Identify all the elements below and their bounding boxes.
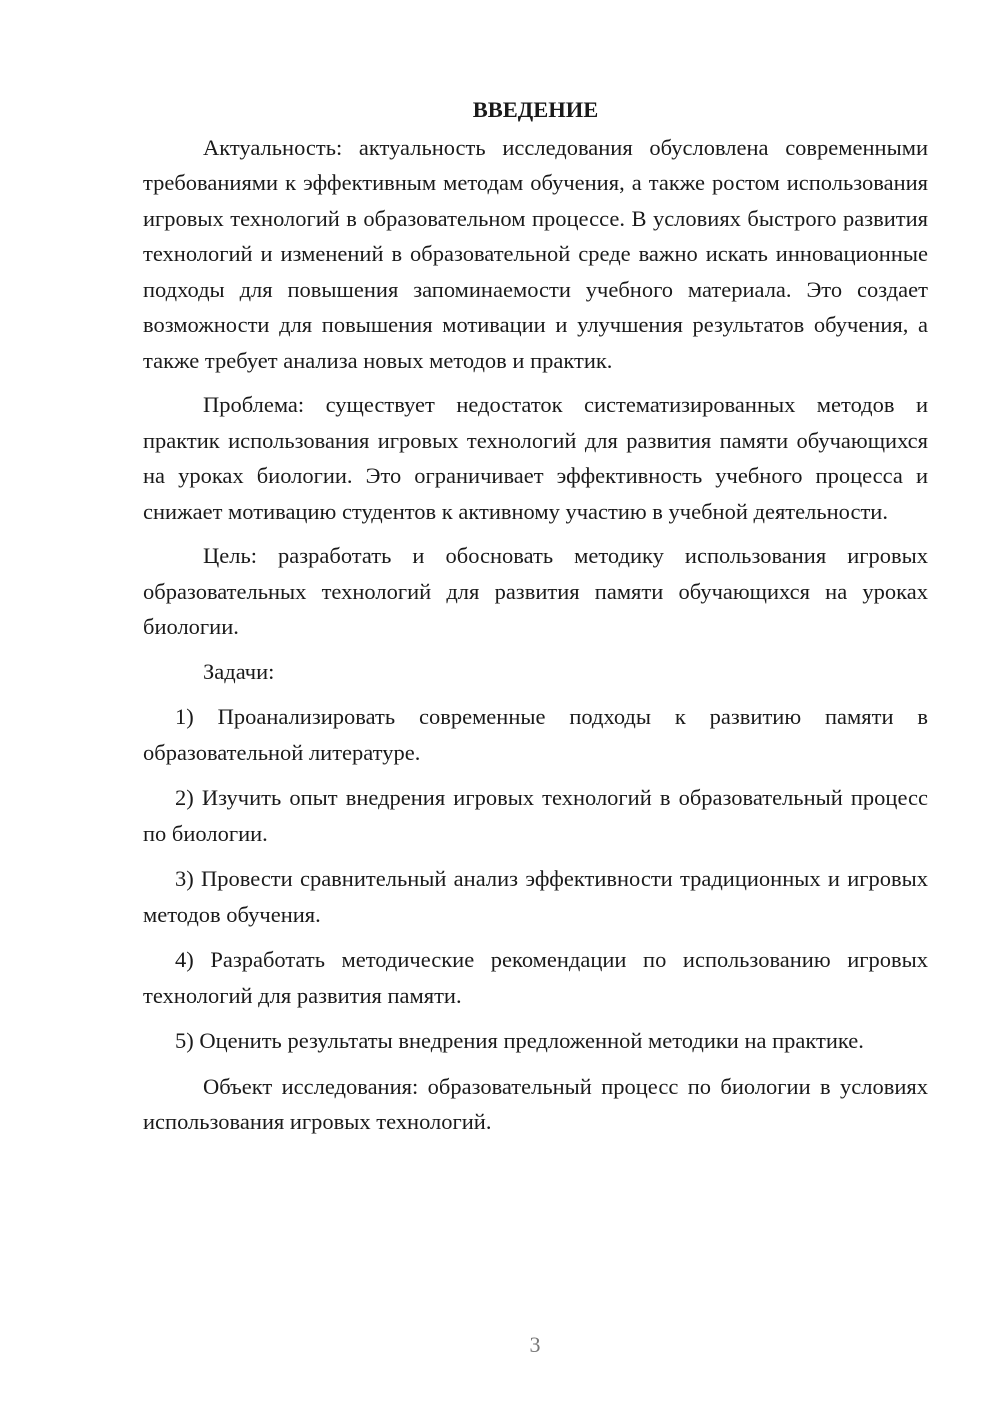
task-item-5: 5) Оценить результаты внедрения предложенной методики на практике. [175, 1028, 864, 1053]
task-item-3: 3) Провести сравнительный анализ эффективности традиционных и игровых методов обучения. [143, 866, 928, 927]
task-item-1: 1) Проанализировать современные подходы к развитию памяти в образовательной литературе. [143, 704, 928, 765]
paragraph-goal: Цель: разработать и обосновать методику использования игровых образовательных технологий для развития памяти обучающихся на уроках биологии. [143, 543, 928, 639]
paragraph-relevance: Актуальность: актуальность исследования обусловлена современными требованиями к эффективным методам обучения, а также ростом использования игровых технологий в образовательном процессе. В условиях быстрого развития технологий и изменений в образовательной среде важно искать инновационные подходы для повышения запоминаемости учебного материала. Это создает возможности для повышения мотивации и улучшения результатов обучения, а также требует анализа новых методов и практик. [143, 134, 928, 373]
section-title: ВВЕДЕНИЕ [472, 97, 599, 122]
tasks-heading: Задачи: [203, 658, 275, 684]
task-item-4: 4) Разработать методические рекомендации по использованию игровых технологий для развития памяти. [143, 947, 928, 1008]
page-number: 3 [529, 1332, 541, 1357]
paragraph-problem: Проблема: существует недостаток систематизированных методов и практик использования игровых технологий для развития памяти обучающихся на уроках биологии. Это ограничивает эффективность учебного процесса и снижает мотивацию студентов к активному участию в учебной деятельности. [143, 392, 928, 524]
task-item-2: 2) Изучить опыт внедрения игровых технологий в образовательный процесс по биологии. [143, 785, 928, 846]
paragraph-object: Объект исследования: образовательный процесс по биологии в условиях использования игровых технологий. [143, 1073, 928, 1134]
document-body [143, 92, 928, 1149]
